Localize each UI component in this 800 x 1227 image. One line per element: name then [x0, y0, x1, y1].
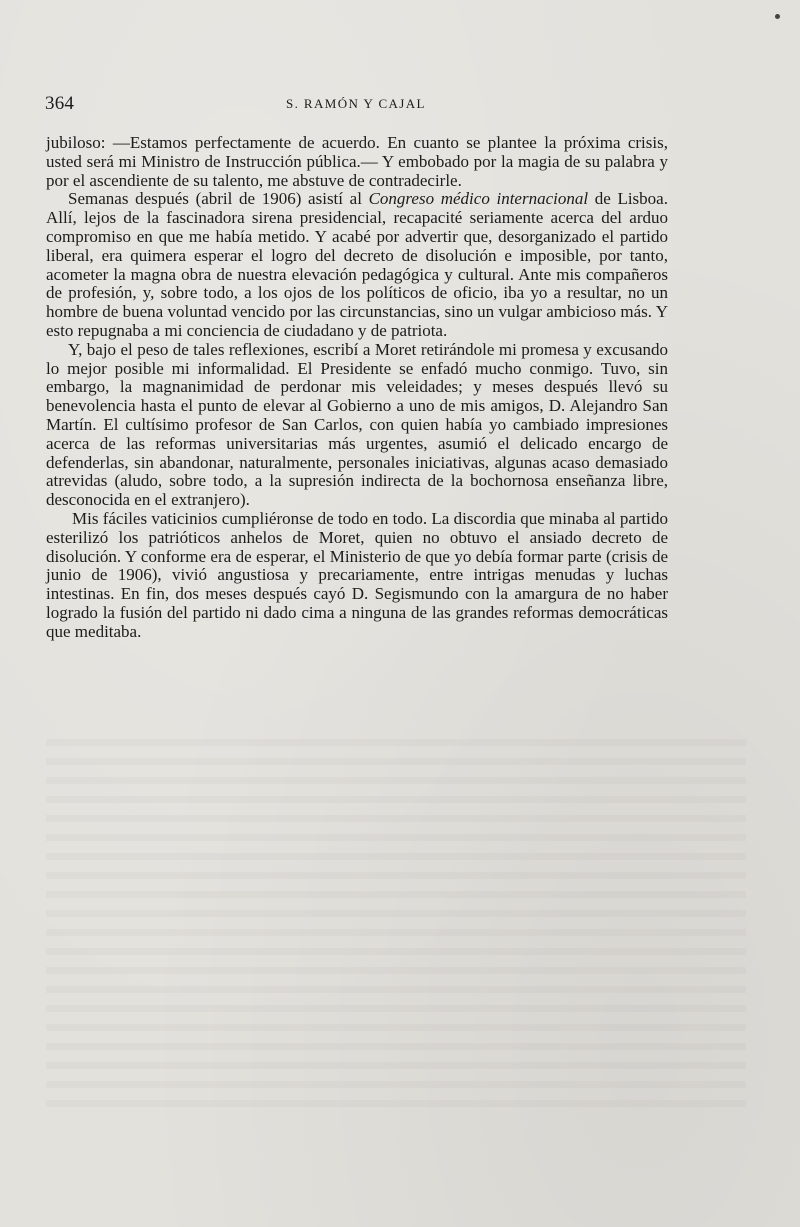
page-header — [0, 93, 800, 117]
paragraph-2-text-start: Semanas después (abril de 1906) asistí al — [68, 189, 369, 209]
reverse-side-show-through — [46, 730, 746, 1110]
running-head: S. RAMÓN Y CAJAL — [286, 96, 426, 111]
paragraph-2 — [46, 190, 668, 340]
paragraph-2-text-end: de Lisboa. Allí, lejos de la fascinadora sirena presidencial, recapacité seriamente acerca del arduo compromiso en que me había metido. Y acabé por advertir que, desorganizado el partido liberal, era quimera esperar el logro del decreto de disolución e imposible, por tanto, acometer la magna obra de nuestra elevación pedagógica y cultural. Ante mis compañeros de profesión, y, sobre todo, a los ojos de los políticos de oficio, iba yo a resultar, no un hombre de buena voluntad vencido por las circunstancias, sino un vulgar ambicioso más. Y esto repugnaba a mi conciencia de ciudadano y de patriota. — [46, 189, 668, 340]
ink-speck — [775, 14, 780, 19]
paragraph-4 — [46, 510, 668, 642]
paragraph-1 — [46, 134, 668, 190]
paragraph-1-text: jubiloso: —Estamos perfectamente de acuerdo. En cuanto se plantee la próxima crisis, usted será mi Ministro de Instrucción pública.— Y embobado por la magia de su palabra y por el ascendiente de su talento, me abstuve de contradecirle. — [46, 133, 668, 190]
paragraph-2-italic-title: Congreso médico internacional — [368, 189, 589, 209]
page-number: 364 — [45, 93, 75, 114]
paragraph-3 — [46, 341, 668, 510]
paragraph-3-text: Y, bajo el peso de tales reflexiones, escribí a Moret retirándole mi promesa y excusando lo mejor posible mi informalidad. El Presidente se enfadó mucho conmigo. Tuvo, sin embargo, la magnanimidad de perdonar mis veleidades; y meses después llevó su benevolencia hasta el punto de elevar al Gobierno a uno de mis amigos, D. Alejandro San Martín. El cultísimo profesor de San Carlos, con quien había yo cambiado impresiones acerca de las reformas universitarias más urgentes, asumió el delicado encargo de defenderlas, sin abandonar, naturalmente, personales iniciativas, algunas acaso demasiado atrevidas (aludo, sobre todo, a la supresión indirecta de la bochornosa enseñanza libre, desconocida en el extranjero). — [46, 339, 668, 510]
body-text — [46, 134, 668, 642]
paragraph-4-text: Mis fáciles vaticinios cumpliéronse de todo en todo. La discordia que minaba al partido esterilizó los patrióticos anhelos de Moret, quien no obtuvo el ansiado decreto de disolución. Y conforme era de esperar, el Ministerio de que yo debía formar parte (crisis de junio de 1906), vivió angustiosa y precariamente, entre intrigas menudas y luchas intestinas. En fin, dos meses después cayó D. Segismundo con la amargura de no haber logrado la fusión del partido ni dado cima a ninguna de las grandes reformas democráticas que meditaba. — [46, 508, 668, 641]
